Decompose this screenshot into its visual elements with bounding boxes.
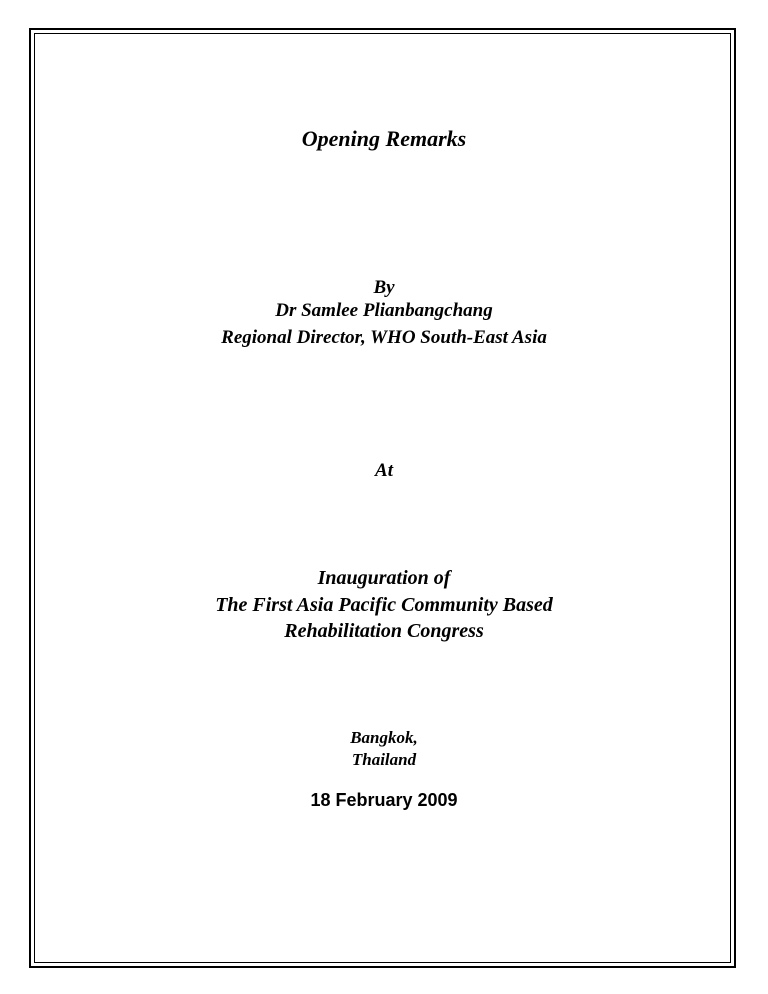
page-border-inner: [34, 33, 731, 963]
event-line-2: The First Asia Pacific Community Based: [215, 594, 553, 616]
event-line-1: Inauguration of: [317, 567, 451, 589]
document-title: Opening Remarks: [301, 126, 467, 151]
location-country: Thailand: [351, 750, 417, 769]
location-city: Bangkok,: [350, 728, 418, 747]
event-date: 18 February 2009: [310, 790, 458, 810]
at-label: At: [375, 460, 393, 481]
event-line-3: Rehabilitation Congress: [284, 620, 484, 642]
speaker-name: Dr Samlee Plianbangchang: [275, 300, 493, 321]
byline-by: By: [373, 277, 395, 298]
speaker-position: Regional Director, WHO South-East Asia: [221, 327, 547, 348]
